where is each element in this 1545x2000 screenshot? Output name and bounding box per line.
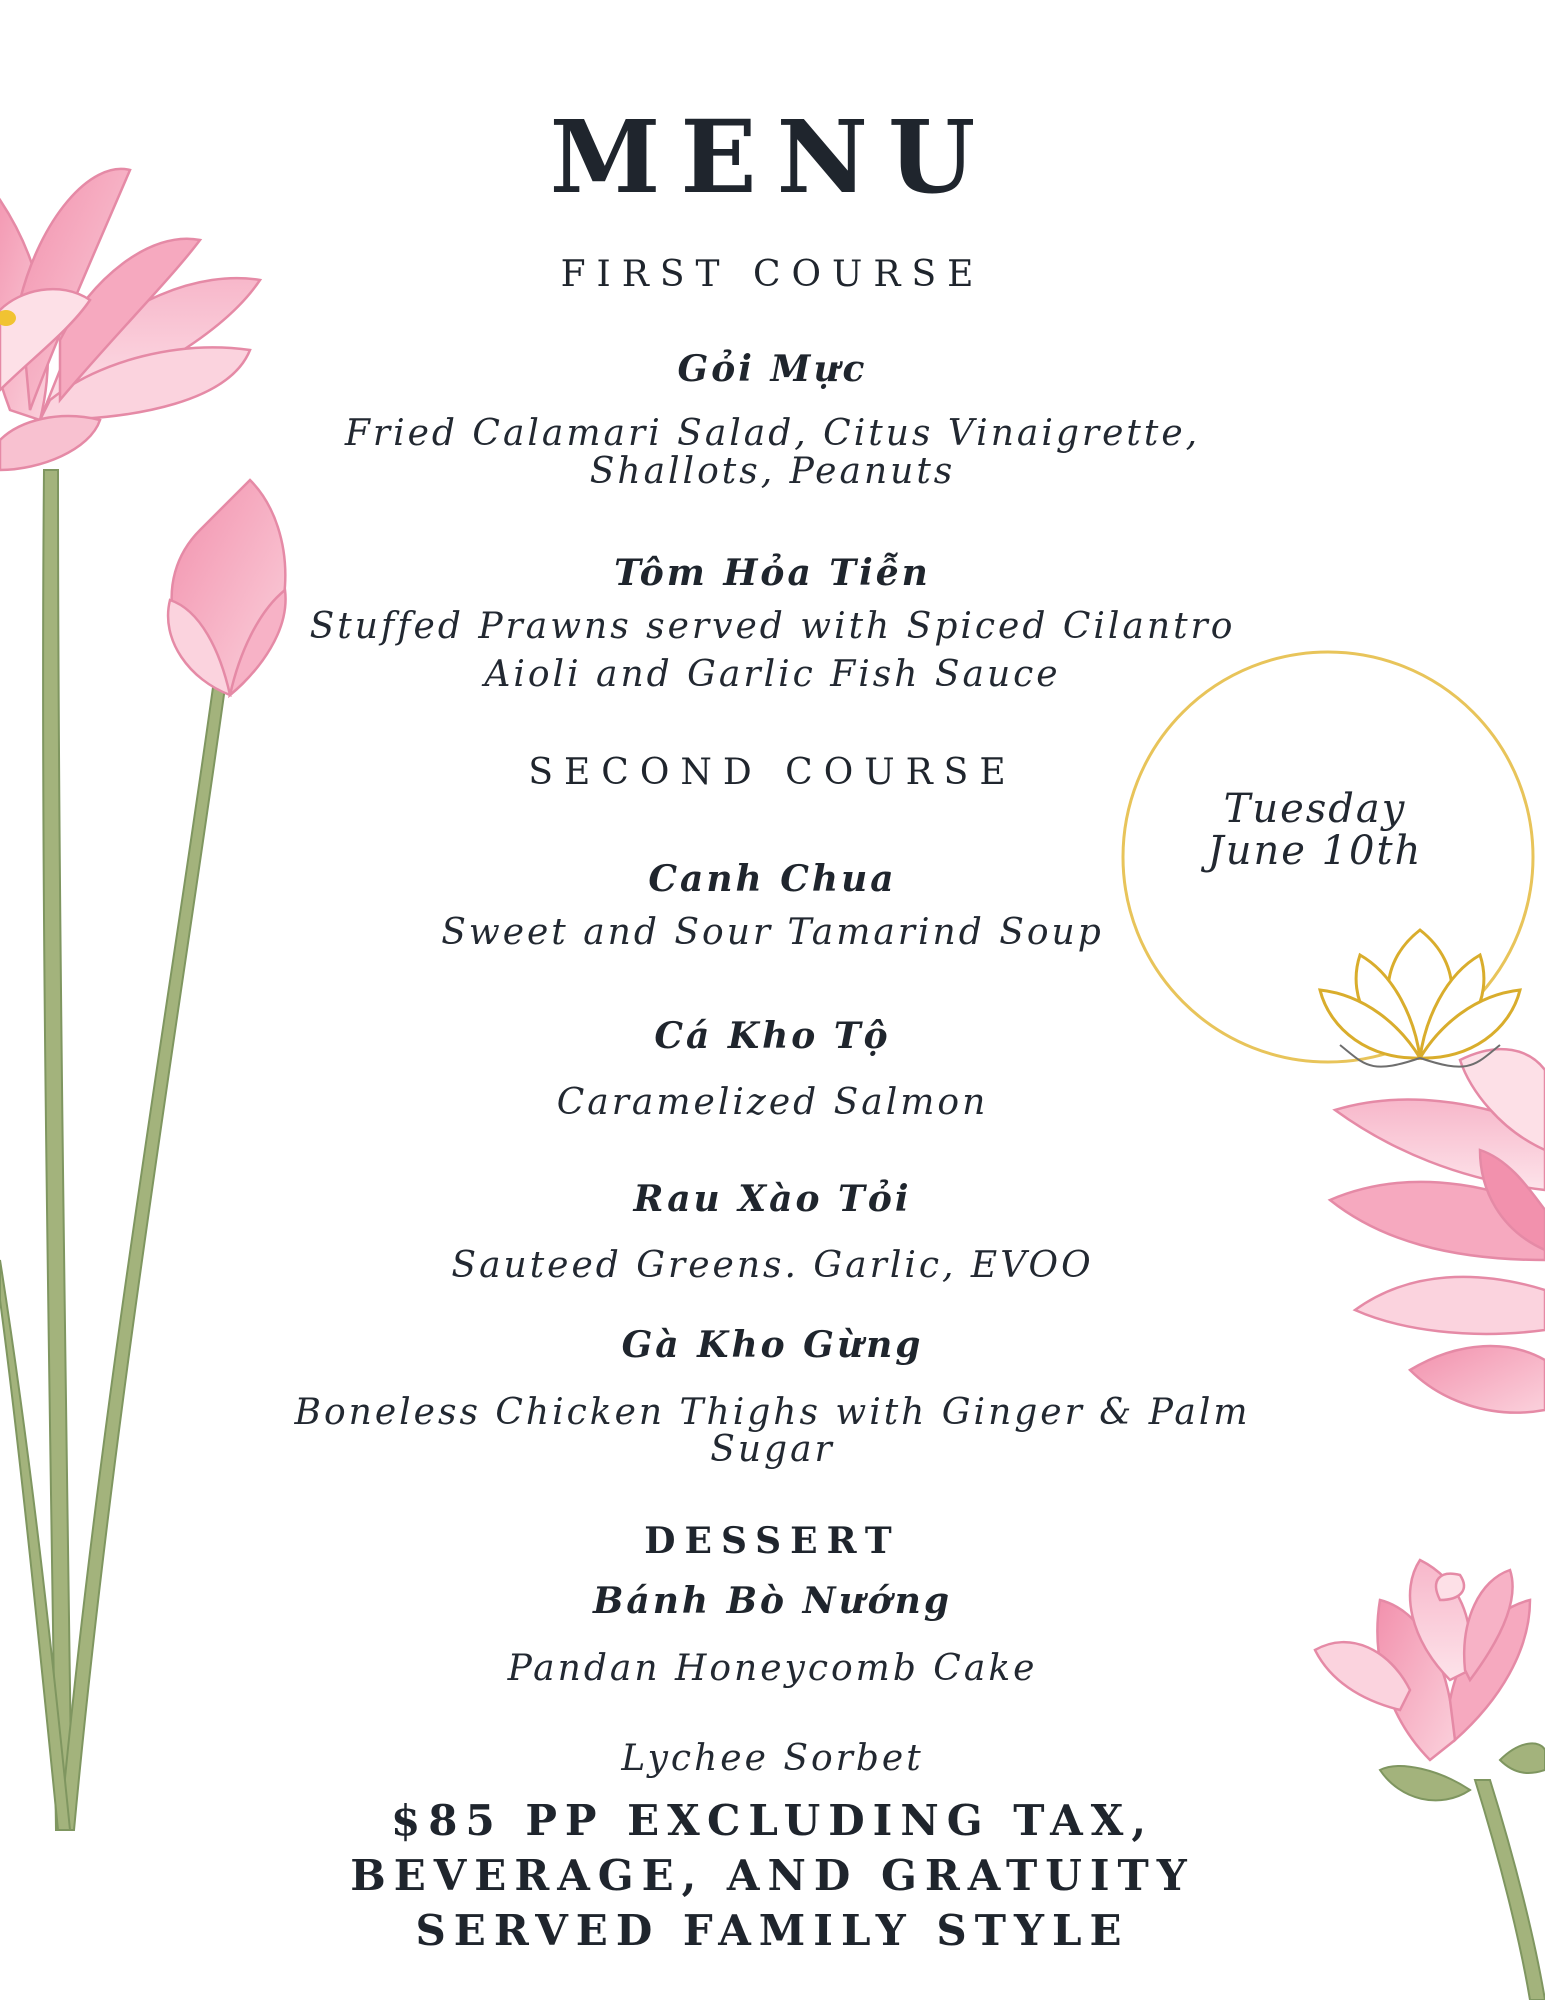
second-course-heading: SECOND COURSE (528, 752, 1017, 793)
date-day: Tuesday (1223, 786, 1407, 832)
dish-description: Pandan Honeycomb Cake (507, 1648, 1038, 1689)
dish-name: Bánh Bò Nướng (592, 1580, 953, 1622)
dish-name: Rau Xào Tỏi (633, 1178, 912, 1220)
dish-description: Aioli and Garlic Fish Sauce (484, 654, 1061, 695)
dish-name: Canh Chua (648, 858, 897, 900)
dish-description: Caramelized Salmon (556, 1082, 989, 1123)
dish-description: Sauteed Greens. Garlic, EVOO (451, 1245, 1094, 1286)
dish-name: Tôm Hỏa Tiễn (614, 552, 931, 594)
dish-name: Gỏi Mực (677, 348, 868, 390)
dish-name: Cá Kho Tộ (654, 1015, 891, 1057)
first-course-heading: FIRST COURSE (560, 254, 985, 295)
price-line: SERVED FAMILY STYLE (415, 1906, 1130, 1955)
dish-description: Shallots, Peanuts (589, 451, 956, 492)
dish-description: Stuffed Prawns served with Spiced Cilantro (309, 606, 1236, 647)
dish-description: Boneless Chicken Thighs with Ginger & Palm (294, 1392, 1251, 1433)
price-line: BEVERAGE, AND GRATUITY (350, 1851, 1195, 1900)
menu-title: MENU (549, 98, 996, 216)
dish-description: Sweet and Sour Tamarind Soup (441, 912, 1104, 953)
dish-name: Gà Kho Gừng (621, 1324, 924, 1366)
dessert-heading: DESSERT (644, 1520, 901, 1562)
date-text: June 10th (1207, 828, 1423, 874)
dish-description: Sugar (710, 1429, 835, 1470)
dessert-extra: Lychee Sorbet (621, 1738, 924, 1779)
dish-description: Fried Calamari Salad, Citus Vinaigrette, (344, 413, 1201, 454)
price-line: $85 PP EXCLUDING TAX, (391, 1796, 1154, 1845)
